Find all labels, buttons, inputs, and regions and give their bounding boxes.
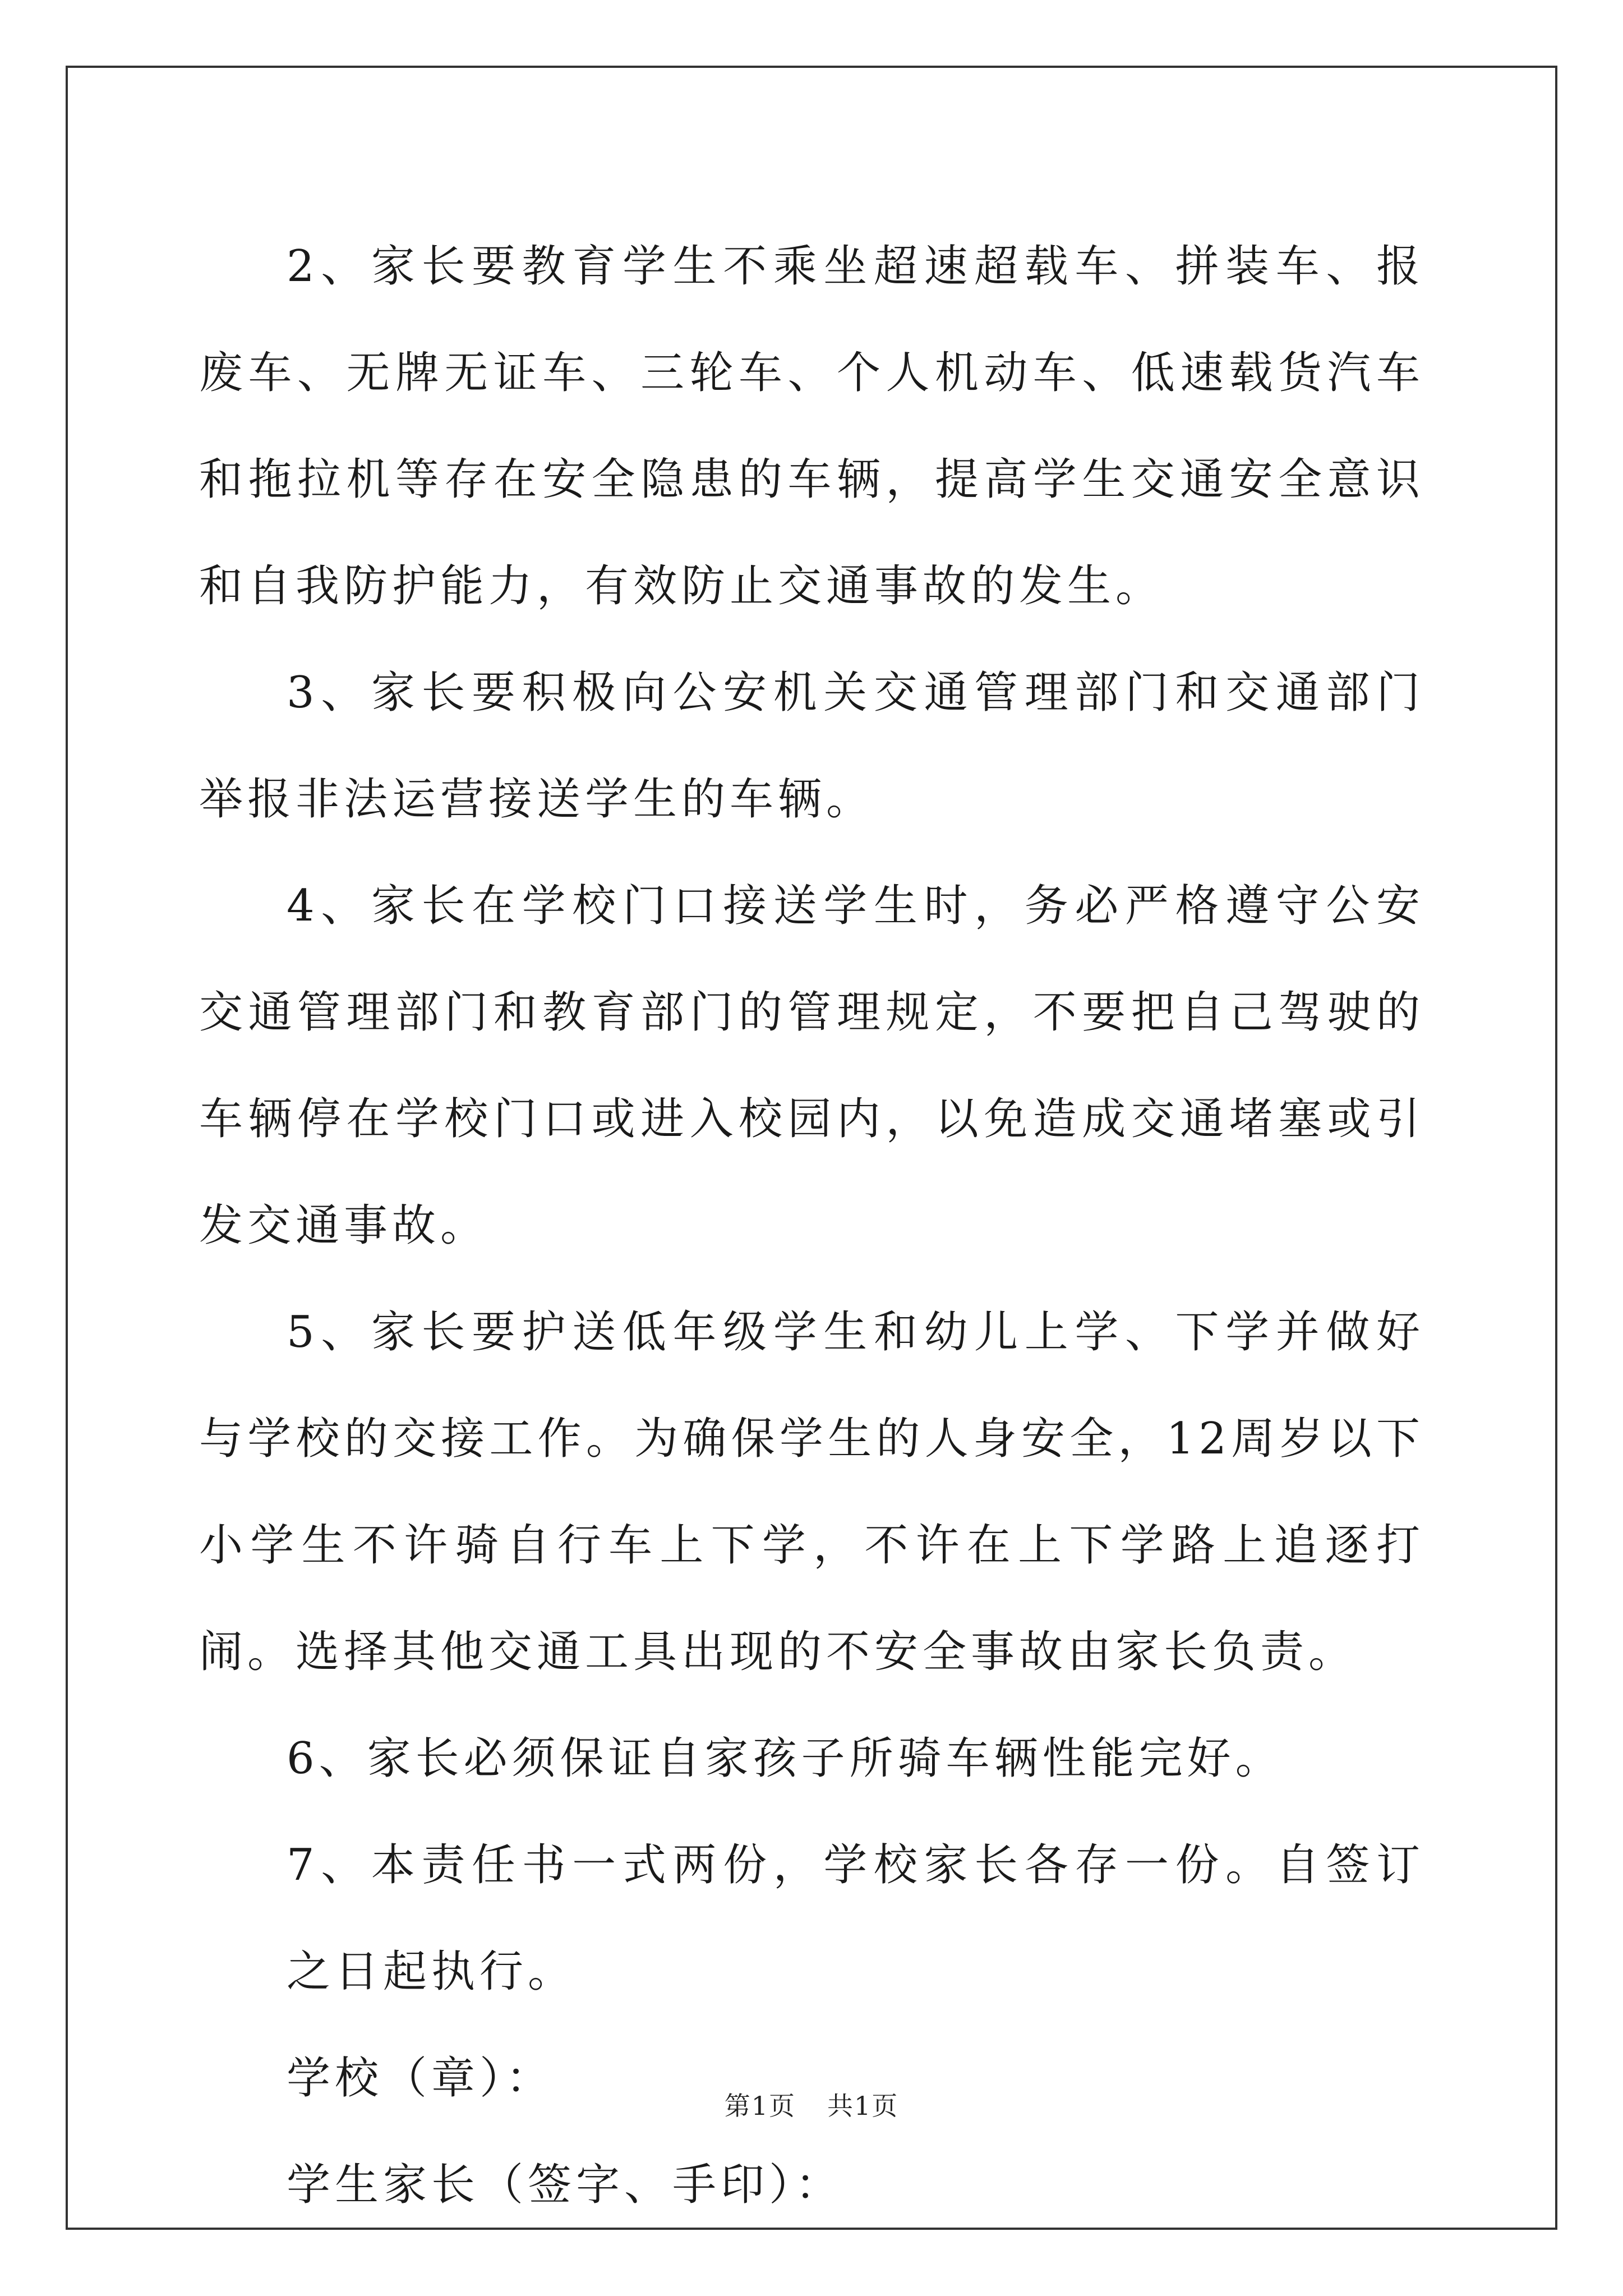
clause-3: 3、家长要积极向公安机关交通管理部门和交通部门举报非法运营接送学生的车辆。 [199,668,1424,825]
school-seal-label: 学校（章）： [287,2053,555,2104]
page-number-current: 第1页 [724,2091,796,2121]
clause-2: 2、家长要教育学生不乘坐超速超载车、拼装车、报废车、无牌无证车、三轮车、个人机动车、低速载货汽车和拖拉机等存在安全隐患的车辆，提高学生交通安全意识和自我防护能力，有效防止交通事故的发生。 [199,241,1424,611]
clause-7: 7、本责任书一式两份，学校家长各存一份。自签订之日起执行。 [287,1840,1424,1997]
clause-5: 5、家长要护送低年级学生和幼儿上学、下学并做好与学校的交接工作。为确保学生的人身安全，12周岁以下小学生不许骑自行车上下学，不许在上下学路上追逐打闹。选择其他交通工具出现的不安全事故由家长负责。 [199,1307,1424,1677]
clause-4: 4、家长在学校门口接送学生时，务必严格遵守公安交通管理部门和教育部门的管理规定，不要把自己驾驶的车辆停在学校门口或进入校园内，以免造成交通堵塞或引发交通事故。 [199,881,1424,1251]
clause-6: 6、家长必须保证自家孩子所骑车辆性能完好。 [287,1733,1284,1784]
page-number-total: 共1页 [827,2091,899,2121]
parent-signature-label: 学生家长（签字、手印）： [287,2160,844,2210]
page-footer [0,2086,1623,2123]
document-body [199,213,1424,2238]
